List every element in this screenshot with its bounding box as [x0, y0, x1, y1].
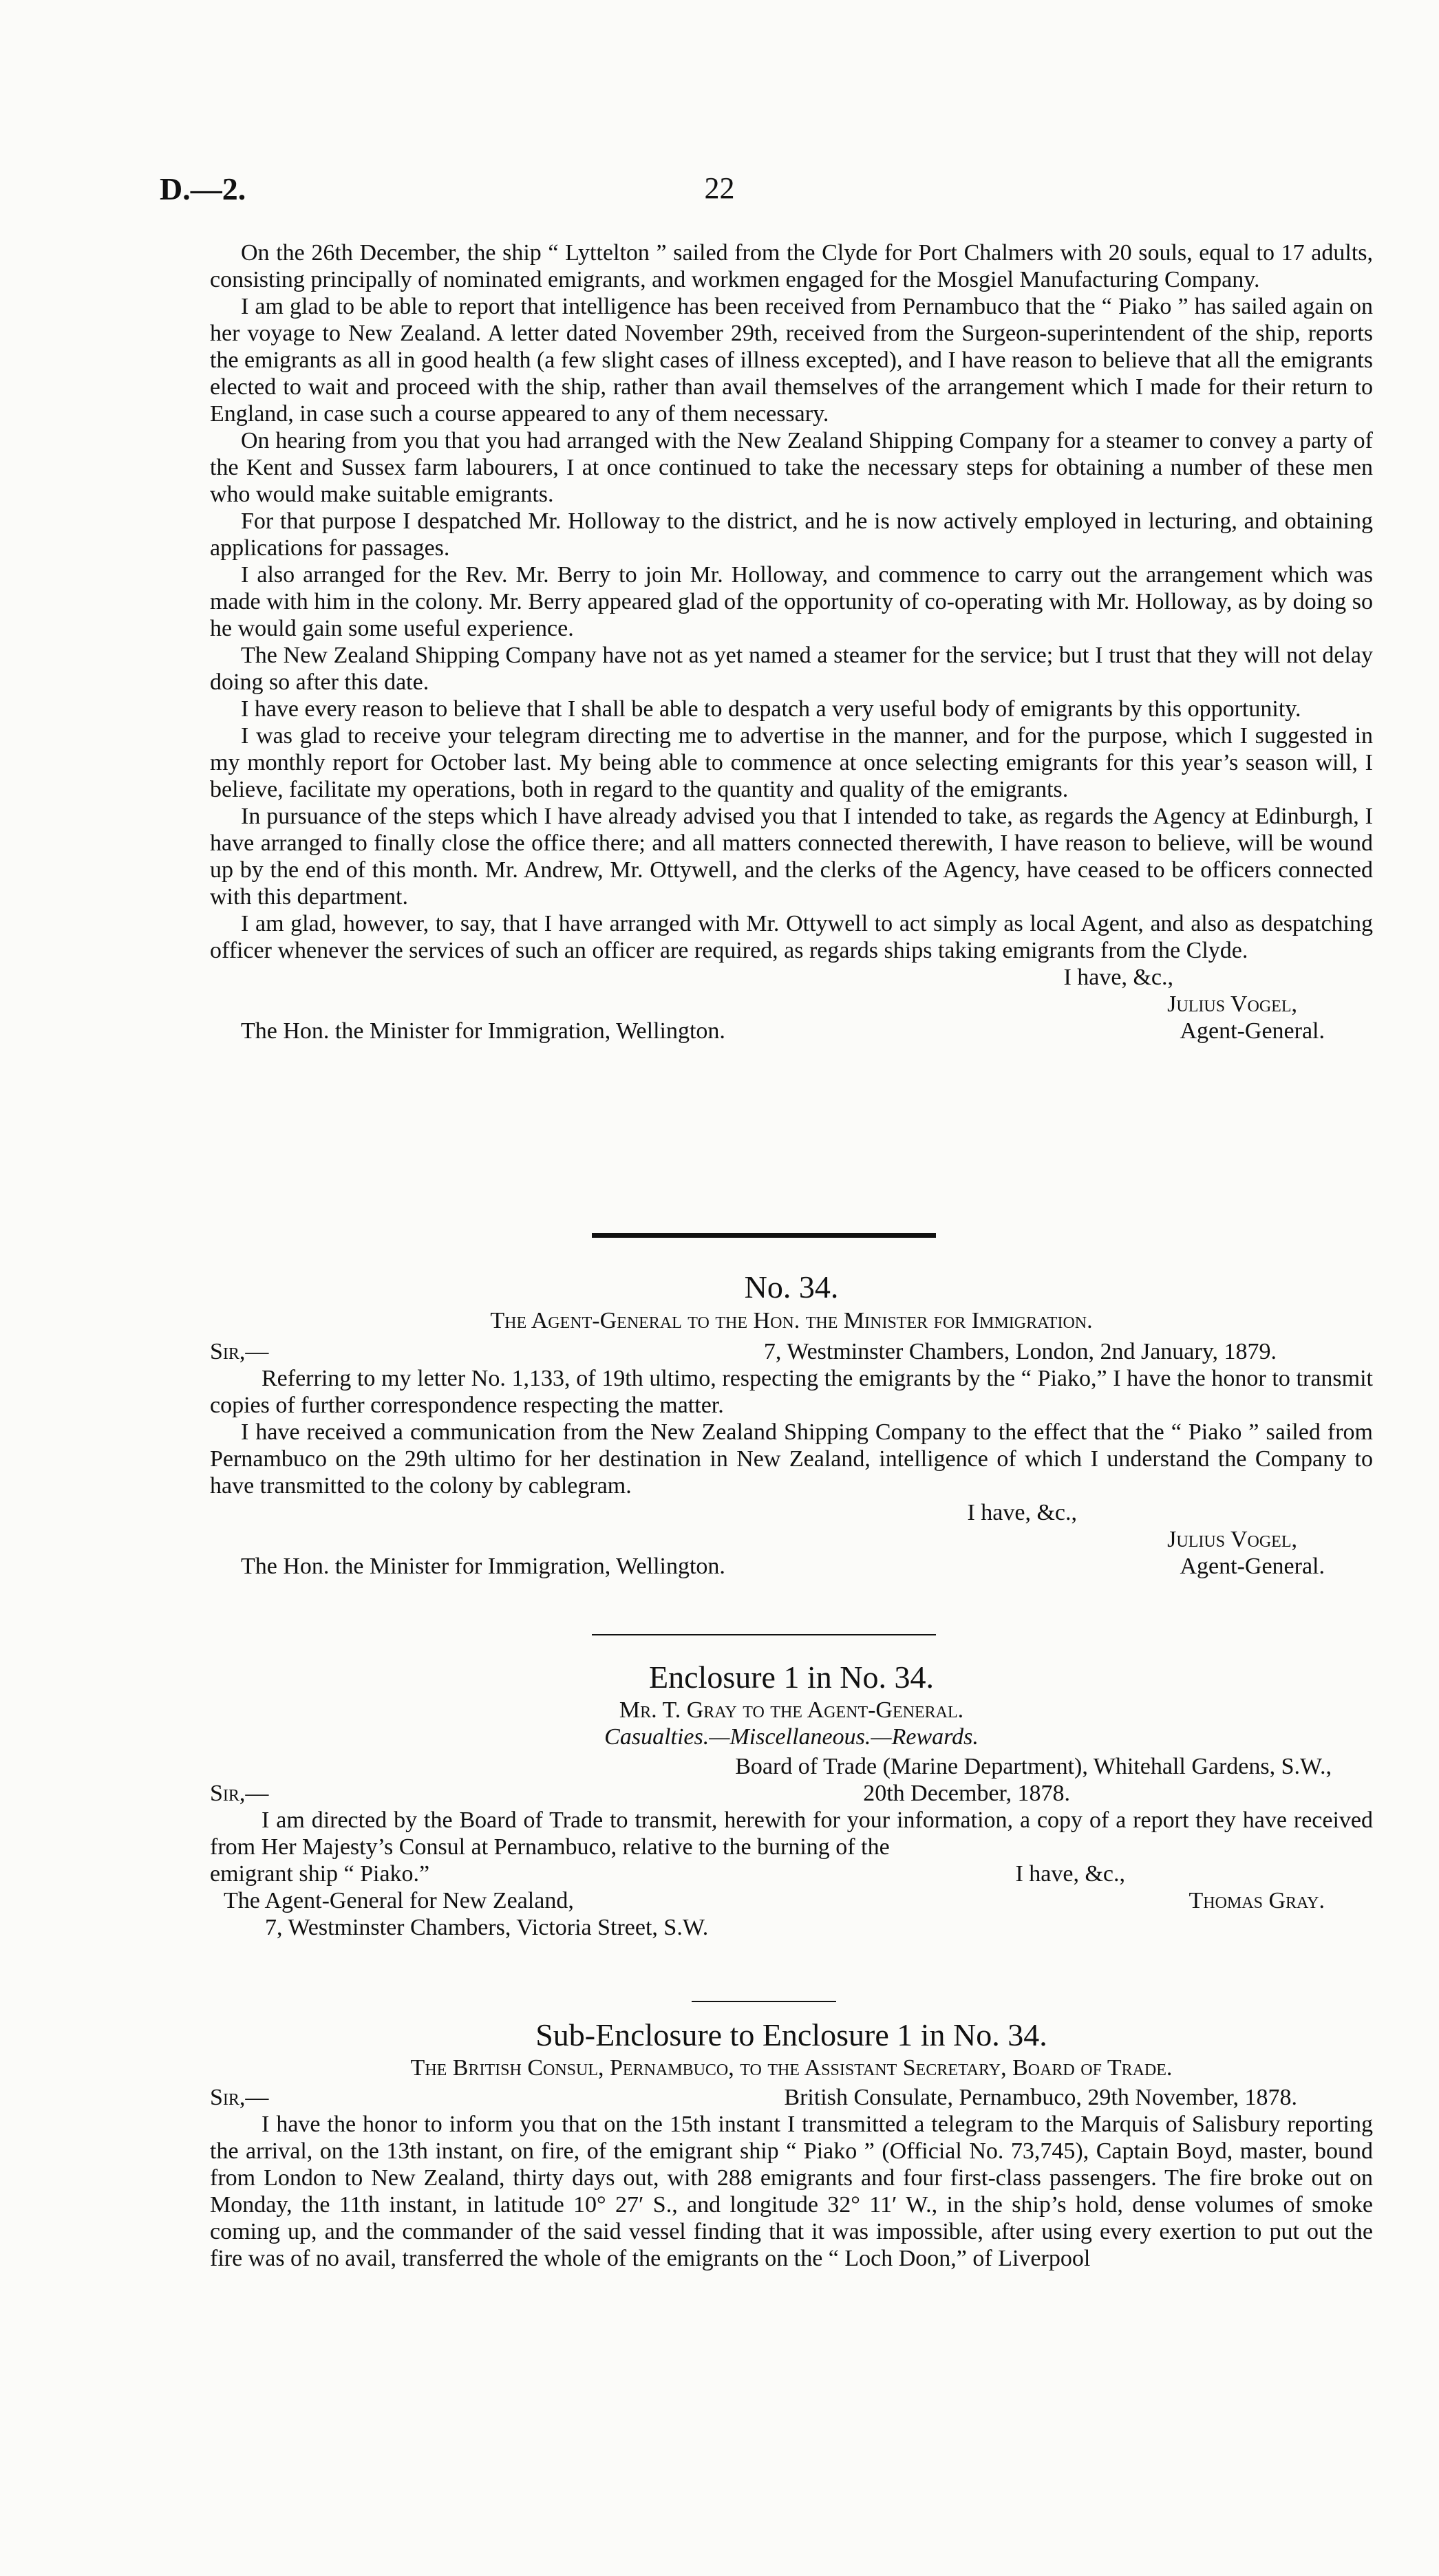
enclosure-from-to: Mr. T. Gray to the Agent-General.	[619, 1697, 964, 1723]
short-rule	[692, 2001, 836, 2002]
closing: I have, &c.,	[1015, 1861, 1125, 1887]
paragraph: I have every reason to believe that I shall be able to despatch a very useful body of emigrants by this opportunity.	[241, 696, 1301, 722]
page-header	[160, 171, 1279, 212]
closing: I have, &c.,	[967, 1500, 1077, 1525]
heavy-rule	[592, 1233, 936, 1238]
paragraph: The New Zealand Shipping Company have not as yet named a steamer for the service; but I trust that they will not delay doing so after this date.	[210, 643, 1373, 695]
paper-code: D.—2.	[160, 171, 246, 206]
intro-letter	[210, 239, 1373, 1044]
address-date: British Consulate, Pernambuco, 29th November, 1878.	[784, 2085, 1297, 2110]
paragraph: I am directed by the Board of Trade to transmit, herewith for your information, a copy of a report they have received from Her Majesty’s Consul at Pernambuco, relative to the burning of the	[210, 1807, 1373, 1860]
sub-enclosure	[210, 2016, 1373, 2272]
signatory-title: Agent-General.	[1180, 1018, 1325, 1044]
paragraph: For that purpose I despatched Mr. Holloway to the district, and he is now actively employed in lecturing, and obtaining applications for passages.	[210, 508, 1373, 561]
salutation-line	[210, 1338, 1373, 1365]
date: 20th December, 1878.	[863, 1781, 1070, 1806]
paragraph: I have received a communication from the New Zealand Shipping Company to the effect that the “ Piako ” sailed from Pernambuco on the 29th ultimo for her destination in New Zealand, intelligence of which I understand the Company to have transmitted to the colony by cablegram.	[210, 1419, 1373, 1499]
addressee-line	[210, 1553, 1373, 1580]
page-number: 22	[704, 171, 735, 205]
signature: Julius Vogel,	[1167, 1527, 1297, 1552]
letter-no-34	[210, 1267, 1373, 1580]
paragraph: I have the honor to inform you that on the 15th instant I transmitted a telegram to the Marquis of Salisbury reporting the arrival, on the 13th instant, on fire, of the emigrant ship “ Piako ” (Official No. 73,745), Captain Boyd, master, bound from London to New Zealand, thirty days out, with 288 emigrants and four first-class passengers. The fire broke out on Monday, the 11th instant, in latitude 10° 27′ S., and longitude 32° 11′ W., in the ship’s hold, dense volumes of smoke coming up, and the commander of the said vessel finding that it was impossible, after using every exertion to put out the fire was of no avail, transferred the whole of the emigrants on the “ Loch Doon,” of Liverpool	[210, 2112, 1373, 2271]
paragraph: Referring to my letter No. 1,133, of 19th ultimo, respecting the emigrants by the “ Piako,” I have the honor to transmit copies of further correspondence respecting the matter.	[210, 1366, 1373, 1418]
addressee-address: 7, Westminster Chambers, Victoria Street, S.W.	[265, 1915, 709, 1940]
addressee: The Hon. the Minister for Immigration, Wellington.	[241, 1554, 725, 1579]
address-date: 7, Westminster Chambers, London, 2nd January, 1879.	[763, 1339, 1277, 1364]
salutation: Sir,—	[210, 1781, 269, 1806]
salutation: Sir,—	[210, 2085, 269, 2110]
salutation: Sir,—	[210, 1339, 269, 1364]
salutation-line	[210, 2084, 1373, 2111]
paragraph: On hearing from you that you had arranged with the New Zealand Shipping Company for a steamer to convey a party of the Kent and Sussex farm labourers, I at once continued to take the necessary steps for obtaining a number of these men who would make suitable emigrants.	[210, 428, 1373, 507]
signature: Julius Vogel,	[1167, 991, 1297, 1017]
enclosure-address: Board of Trade (Marine Department), Whitehall Gardens, S.W.,	[735, 1754, 1332, 1779]
paragraph: On the 26th December, the ship “ Lyttelton ” sailed from the Clyde for Port Chalmers with 20 souls, equal to 17 adults, consisting principally of nominated emigrants, and workmen engaged for the Mosgiel Manufacturing Company.	[210, 240, 1373, 292]
paragraph-end: emigrant ship “ Piako.”	[210, 1861, 430, 1887]
sub-enclosure-heading: Sub-Enclosure to Enclosure 1 in No. 34.	[535, 2017, 1047, 2052]
paragraph: I also arranged for the Rev. Mr. Berry to join Mr. Holloway, and commence to carry out the arrangement which was made with him in the colony. Mr. Berry appeared glad of the opportunity of co-operating with Mr. Holloway, as by doing so he would gain some useful experience.	[210, 562, 1373, 641]
addressee: The Agent-General for New Zealand,	[224, 1888, 574, 1913]
addressee: The Hon. the Minister for Immigration, Wellington.	[241, 1018, 725, 1044]
addressee-line	[210, 1887, 1373, 1914]
paragraph: I was glad to receive your telegram directing me to advertise in the manner, and for the purpose, which I suggested in my monthly report for October last. My being able to commence at once selecting emigrants for this year’s season will, I believe, facilitate my operations, both in regard to the quantity and quality of the emigrants.	[210, 723, 1373, 802]
enclosure-category: Casualties.—Miscellaneous.—Rewards.	[604, 1724, 979, 1750]
signature: Thomas Gray.	[1188, 1888, 1325, 1913]
enclosure-1	[210, 1658, 1373, 1941]
paragraph: In pursuance of the steps which I have already advised you that I intended to take, as regards the Agency at Edinburgh, I have arranged to finally close the office there; and all matters connected therewith, I have reason to believe, will be wound up by the end of this month. Mr. Andrew, Mr. Ottywell, and the clerks of the Agency, have ceased to be officers connected with this department.	[210, 804, 1373, 910]
section-rule	[592, 1634, 936, 1635]
closing: I have, &c.,	[1063, 965, 1173, 990]
enclosure-heading: Enclosure 1 in No. 34.	[649, 1660, 934, 1695]
addressee-line	[210, 1018, 1373, 1044]
paragraph: I am glad, however, to say, that I have arranged with Mr. Ottywell to act simply as local Agent, and also as despatching officer whenever the services of such an officer are required, as regards ships taking emigrants from the Clyde.	[210, 911, 1373, 963]
signatory-title: Agent-General.	[1180, 1554, 1325, 1579]
salutation-line	[210, 1780, 1373, 1807]
section-subheading: The Agent-General to the Hon. the Minister for Immigration.	[490, 1308, 1093, 1333]
body-last-line	[210, 1860, 1373, 1887]
sub-enclosure-from-to: The British Consul, Pernambuco, to the Assistant Secretary, Board of Trade.	[410, 2055, 1173, 2081]
section-heading: No. 34.	[744, 1269, 839, 1305]
paragraph: I am glad to be able to report that intelligence has been received from Pernambuco that the “ Piako ” has sailed again on her voyage to New Zealand. A letter dated November 29th, received from the Surgeon-superintendent of the ship, reports the emigrants as all in good health (a few slight cases of illness excepted), and I have reason to believe that all the emigrants elected to wait and proceed with the ship, rather than avail themselves of the arrangement which I made for their return to England, in case such a course appeared to any of them necessary.	[210, 294, 1373, 427]
